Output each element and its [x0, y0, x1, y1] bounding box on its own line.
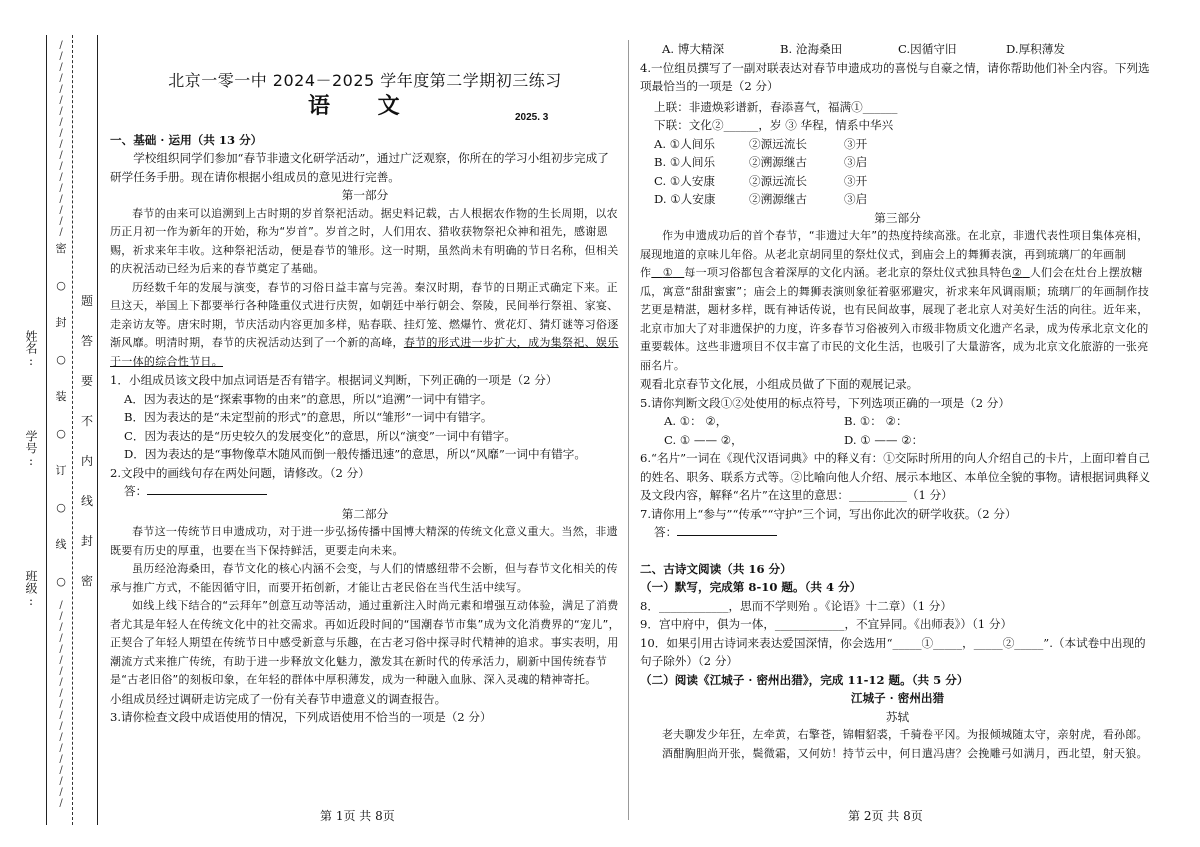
q5-option-c: C. ① —— ②， [664, 432, 743, 447]
q3-option-a: A. 博大精深 [662, 42, 725, 56]
passage-text: 人们会在灶台上摆放糖瓜，寓意“甜甜蜜蜜”；庙会上的舞狮表演则象征着驱邪避灾，祈求来年风调雨顺；琉璃厂的年画制作技艺更是精湛，题材多样，既有神话传说，也有民间故事，展现了老北京人对美好生活的向往。近年来，北京市加大了对非遗保护的力度，许多春节习俗被列入市级非物质文化遗产名录，成为传承北京文化的重要载体。这些非遗项目不仅丰富了市民的文化生活，也吸引了大量游客，成为北京文化旅游的一张亮丽名片。 [640, 266, 1150, 372]
seal-char: 密 [55, 242, 67, 255]
answer-blank[interactable] [147, 482, 267, 495]
option-part: D. ①人安康 [654, 192, 716, 206]
q4-option-c [640, 172, 1155, 191]
seal-char: 内 [80, 453, 93, 468]
seal-char: 密 [80, 573, 93, 588]
part-3-heading: 第三部分 [874, 210, 921, 225]
subject-title: 语 文 [308, 92, 420, 119]
option-part: C. ①人安康 [654, 173, 716, 188]
q3-options [640, 40, 1155, 59]
seal-column-circles [52, 230, 70, 600]
q2-answer-line[interactable] [110, 482, 620, 501]
passage-paragraph: 如线上线下结合的“云拜年”创意互动等活动，通过重新注入时尚元素和增强互动体验，满足了消费者尤其是年轻人在传统文化中的社交需求。再如近段时间的“国潮春节市集”成为文化消费界的“宠儿”，正契合了年轻人期望在传统节日中感受新意与乐趣，在古老习俗中探寻时代精神的追求。事实表明，用潮流方式来推广传统，有助于进一步释放文化魅力，激发其在新时代的传承活力，刷新中国传统春节是“古老旧俗”的刻板印象，在年轻的群体中厚积薄发，成为一种融入血脉、深入灵魂的精神寄托。 [110, 599, 620, 686]
class-label: 班级: [24, 570, 38, 608]
q5-option-d: D. ① —— ②： [844, 432, 924, 447]
question-1: 1．小组成员该文段中加点词语是否有错字。根据词义判断，下列正确的一项是（2 分） [110, 373, 558, 387]
q1-option-a: A．因为表达的是“探索事物的由来”的意思，所以“追溯”一词中有错字。 [124, 391, 493, 406]
option-part: ③开 [844, 173, 868, 188]
subject-row [110, 92, 620, 131]
left-page [110, 40, 620, 727]
passage-paragraph: 春节的由来可以追溯到上古时期的岁首祭祀活动。据史料记载，古人根据农作物的生长周期，以农历正月初一作为新年的开始，称为“岁首”。岁首之时，人们用农、猎收获物祭祀众神和祖先，感谢恩赐，祈求来年丰收。这种祭祀活动，便是春节的雏形。这一时期，虽然尚未有明确的节日名称，但相关的庆祝活动已经为后来的春节奠定了基础。 [110, 206, 619, 275]
option-part: ③启 [844, 155, 868, 169]
seal-column-text [78, 280, 96, 600]
couplet-upper: 上联：非遗焕彩谱新，春添喜气，福满①______ [654, 99, 898, 114]
passage-paragraph: 虽历经沧海桑田，春节文化的核心内涵不会变，与人们的情感纽带不会断，但与春节文化相关的传承与推广方式，不能因循守旧，而要开拓创新，才能让古老民俗在当代生活中续写。 [110, 562, 618, 594]
margin-line-outer [46, 35, 47, 825]
exam-date: 2025. 3 [515, 111, 549, 123]
q1-option-b: B．因为表达的是“未定型前的形式”的意思，所以“雏形”一词中有错字。 [124, 410, 493, 424]
question-7: 7.请你用上“参与”“传承”“守护”三个词，写出你此次的研学收获。（2 分） [640, 506, 1017, 521]
seal-char: 封 [80, 533, 93, 548]
punct-blank-2[interactable] [1012, 266, 1030, 279]
answer-blank[interactable] [677, 523, 777, 536]
q5-option-a: A. ①： ②， [664, 414, 728, 428]
part-1-heading: 第一部分 [341, 188, 389, 202]
intro-paragraph: 学校组织同学们参加“春节非遗文化研学活动”，通过广泛观察，你所在的学习小组初步完成了研学任务手册。现在请你根据小组成员的意见进行完善。 [110, 151, 609, 184]
exhibit-note: 观看北京春节文化展，小组成员做了下面的观展记录。 [640, 377, 919, 391]
option-part: ②溯源继古 [749, 192, 807, 206]
subsection-2-heading: （二）阅读《江城子 · 密州出猎》，完成 11-12 题。（共 5 分） [640, 672, 969, 687]
option-part: ②源远流长 [749, 173, 807, 188]
seal-char: ○ [56, 501, 66, 514]
q5-options-row2 [640, 431, 1155, 450]
seal-char: 不 [80, 413, 93, 428]
name-label: 姓名: [24, 330, 38, 368]
option-part: B. ①人间乐 [654, 155, 716, 169]
margin-line-inner [97, 35, 98, 825]
answer-label: 答： [654, 525, 678, 539]
page-divider [628, 40, 629, 820]
seal-char: 线 [80, 493, 93, 508]
poem-title: 江城子 · 密州出猎 [850, 691, 945, 705]
poem-stanza: 酒酣胸胆尚开张，鬓微霜，又何妨！持节云中，何日遣冯唐？会挽雕弓如满月，西北望，射天狼。 [662, 746, 1148, 760]
section-1-heading: 一、基础 · 运用（共 13 分） [110, 132, 263, 147]
passage-paragraph [640, 227, 1155, 375]
seal-char: 题 [80, 293, 93, 308]
seal-char: 装 [55, 390, 67, 403]
part-2-heading: 第二部分 [341, 506, 389, 521]
seal-char: ○ [56, 575, 66, 588]
seal-char: 答 [80, 333, 93, 348]
margin-slash-decoration-bottom: / / / / / / / / / / / / / / / / / / / [59, 600, 63, 809]
blank-number: ① [662, 266, 673, 279]
seal-char: ○ [56, 427, 66, 440]
option-part: ③开 [844, 136, 868, 151]
q4-option-b [640, 153, 1155, 172]
q3-option-d: D.厚积薄发 [1006, 42, 1065, 56]
exam-title: 北京一零一中 2024－2025 学年度第二学期初三练习 [168, 71, 562, 90]
option-part: ③启 [844, 192, 868, 206]
q1-option-c: C．因为表达的是“历史较久的发展变化”的意思，所以“演变”一词中有错字。 [124, 428, 516, 443]
seal-char: ○ [56, 279, 66, 292]
seal-char: 要 [80, 373, 93, 388]
section-2-heading: 二、古诗文阅读（共 16 分） [640, 561, 792, 576]
answer-label: 答： [124, 484, 148, 498]
subsection-1-heading: （一）默写，完成第 8-10 题。（共 4 分） [640, 580, 862, 594]
q3-option-c: C.因循守旧 [898, 42, 957, 56]
q3-option-b: B. 沧海桑田 [780, 42, 843, 56]
underlined-sentence: 春节的形式进一步扩大，成为集祭祀、娱乐于一体的综合性节日。 [110, 336, 619, 368]
q1-option-d: D．因为表达的是“事物像草木随风而倒一般传播迅速”的意思，所以“风靡”一词中有错字。 [124, 447, 586, 461]
seal-char: ○ [56, 353, 66, 366]
blank-number: ② [1011, 266, 1023, 279]
q4-option-a [640, 135, 1155, 154]
seal-char: 封 [55, 316, 67, 329]
question-2: 2.文段中的画线句存在两处问题，请修改。（2 分） [110, 465, 370, 480]
q5-options-row1 [640, 412, 1155, 431]
option-part: ②源远流长 [749, 136, 807, 151]
right-page [640, 40, 1155, 763]
passage-text: 每一项习俗都包含着深厚的文化内涵。老北京的祭灶仪式独具特色 [684, 266, 1012, 279]
page-1-footer: 第 1页 共 8页 [320, 809, 395, 823]
q5-option-b: B. ①： ②： [844, 414, 908, 428]
question-4: 4.一位组员撰写了一副对联表达对春节申遗成功的喜悦与自豪之情，请你帮助他们补全内容。下列选项最恰当的一项是（2 分） [640, 60, 1150, 93]
question-5: 5.请你判断文段①②处使用的标点符号，下列选项正确的一项是（2 分） [640, 395, 1010, 410]
q4-options [640, 135, 1155, 209]
punct-blank-1[interactable] [651, 266, 684, 279]
seal-char: 订 [55, 464, 67, 477]
question-3: 3.请你检查文段中成语使用的情况，下列成语使用不恰当的一项是（2 分） [110, 710, 492, 724]
margin-slash-decoration-top: / / / / / / / / / / / / / / / / / / [59, 40, 63, 238]
student-id-label: 学号: [24, 430, 38, 468]
page-2-footer: 第 2页 共 8页 [848, 809, 923, 823]
passage-text: 历经数千年的发展与演变，春节的习俗日益丰富与完善。秦汉时期，春节的日期正式确定下来。正旦这天，举国上下都要举行各种隆重仪式进行庆贺，如朝廷中举行朝会、祭陵，民间举行祭祖、家宴、走亲访友等。唐宋时期，节庆活动内容更加多样，贴春联、挂灯笼、燃爆竹、赏花灯、猜灯谜等习俗逐渐风靡。明清时期，春节的庆祝活动达到了一个新的高峰， [110, 280, 619, 349]
passage-paragraph [110, 279, 620, 372]
poem-stanza: 老夫聊发少年狂，左牵黄，右擎苍，锦帽貂裘，千骑卷平冈。为报倾城随太守，亲射虎，看孙郎。 [662, 728, 1148, 741]
report-note: 小组成员经过调研走访完成了一份有关春节申遗意义的调查报告。 [110, 691, 447, 706]
margin-line-dashed [72, 35, 73, 825]
option-part: ②溯源继古 [749, 155, 807, 169]
question-6: 6.“名片”一词在《现代汉语词典》中的释义有：①交际时所用的向人介绍自己的卡片，上面印着自己的姓名、职务、联系方式等。②比喻向他人介绍、展示本地区、本单位全貌的事物。请根据词典释义及文段内容，解释“名片”在这里的意思：__________（1 分） [640, 451, 1151, 502]
couplet-lower: 下联：文化②______，岁 ③ 华程，情系中华兴 [654, 118, 894, 132]
question-10: 10．如果引用古诗词来表达爱国深情，你会选用“_____①_____，_____②_____”.（本试卷中出现的句子除外）（2 分） [640, 635, 1146, 668]
q4-option-d [640, 190, 1155, 209]
option-part: A. ①人间乐 [654, 136, 715, 151]
poem-author: 苏轼 [885, 709, 910, 724]
passage-text: 作为申遗成功后的首个春节，“非遗过大年”的热度持续高涨。在北京，非遗代表性项目集体亮相，展现地道的京味儿年俗。从老北京胡同里的祭灶仪式，到庙会上的舞狮表演，再到琉璃厂的年画制作 [640, 229, 1149, 279]
passage-paragraph: 春节这一传统节日申遗成功，对于进一步弘扬传播中国博大精深的传统文化意义重大。当然，非遗既要有历史的厚重，也要在当下保持鲜活，更要走向未来。 [110, 525, 618, 557]
seal-char: 线 [55, 538, 67, 551]
question-9: 9．宫中府中，俱为一体，____________，不宜异同。《出师表》）（1 分） [640, 617, 1013, 631]
question-8: 8．____________，思而不学则殆 。《论语》十二章）（1 分） [640, 598, 952, 613]
q7-answer-line[interactable] [640, 523, 1155, 542]
